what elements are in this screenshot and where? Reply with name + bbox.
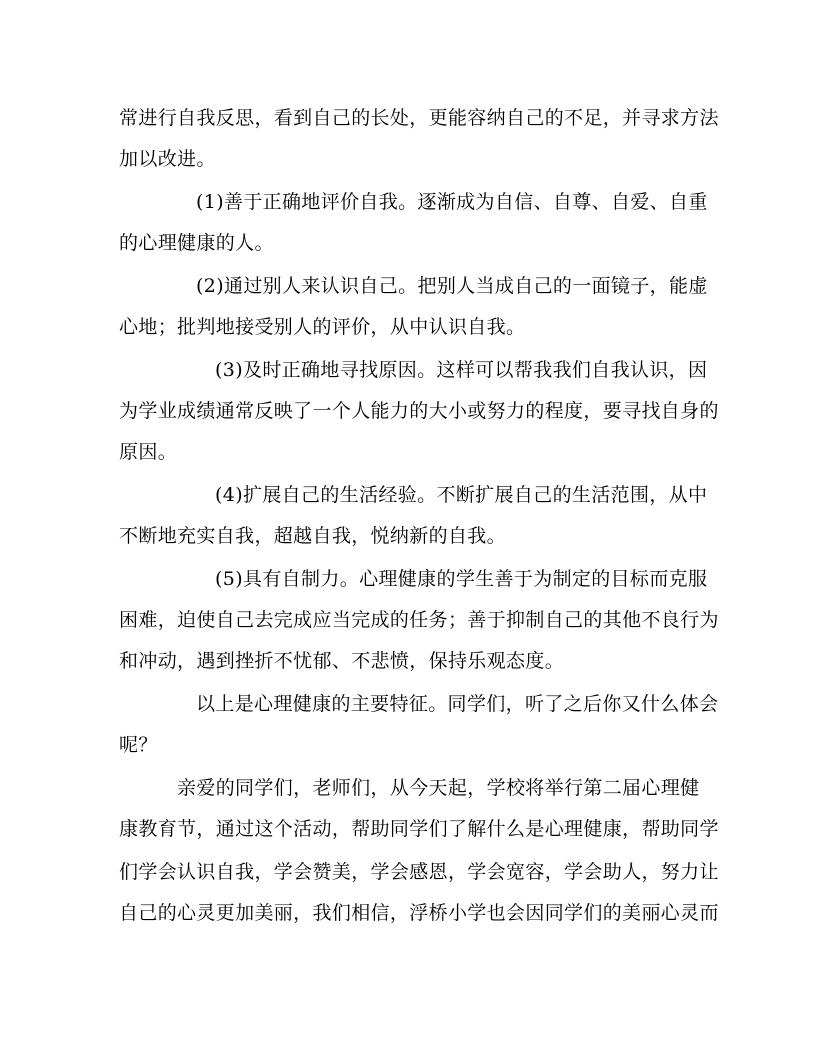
list-item-5-line: (5)具有自制力。心理健康的学生善于为制定的目标而克服 (215, 568, 708, 590)
text-line: 呢？ (119, 734, 158, 756)
list-item-1-line: (1)善于正确地评价自我。逐渐成为自信、自尊、自爱、自重 (196, 191, 708, 213)
closing-paragraph-line: 亲爱的同学们，老师们，从今天起，学校将举行第二届心理健 (177, 777, 700, 799)
text-line: 不断地充实自我，超越自我，悦纳新的自我。 (119, 525, 507, 547)
text-line: 自己的心灵更加美丽，我们相信，浮桥小学也会因同学们的美丽心灵而 (119, 902, 719, 924)
text-line: 和冲动，遇到挫折不忧郁、不悲愤，保持乐观态度。 (119, 650, 565, 672)
list-item-2-line: (2)通过别人来认识自己。把别人当成自己的一面镜子，能虚 (196, 275, 708, 297)
text-line: 心地；批判地接受别人的评价，从中认识自我。 (119, 316, 526, 338)
summary-line: 以上是心理健康的主要特征。同学们，听了之后你又什么体会 (196, 693, 719, 715)
text-line: 困难，迫使自己去完成应当完成的任务；善于抑制自己的其他不良行为 (119, 609, 719, 631)
text-line: 的心理健康的人。 (119, 232, 274, 254)
text-line: 常进行自我反思，看到自己的长处，更能容纳自己的不足，并寻求方法 (119, 107, 719, 129)
text-line: 为学业成绩通常反映了一个人能力的大小或努力的程度，要寻找自身的 (119, 400, 719, 422)
list-item-4-line: (4)扩展自己的生活经验。不断扩展自己的生活范围，从中 (215, 484, 708, 506)
text-line: 加以改进。 (119, 148, 216, 170)
text-line: 康教育节，通过这个活动，帮助同学们了解什么是心理健康，帮助同学 (119, 818, 719, 840)
text-line: 们学会认识自我，学会赞美，学会感恩，学会宽容，学会助人，努力让 (119, 861, 719, 883)
text-line: 原因。 (119, 441, 178, 463)
list-item-3-line: (3)及时正确地寻找原因。这样可以帮我我们自我认识，因 (215, 359, 708, 381)
